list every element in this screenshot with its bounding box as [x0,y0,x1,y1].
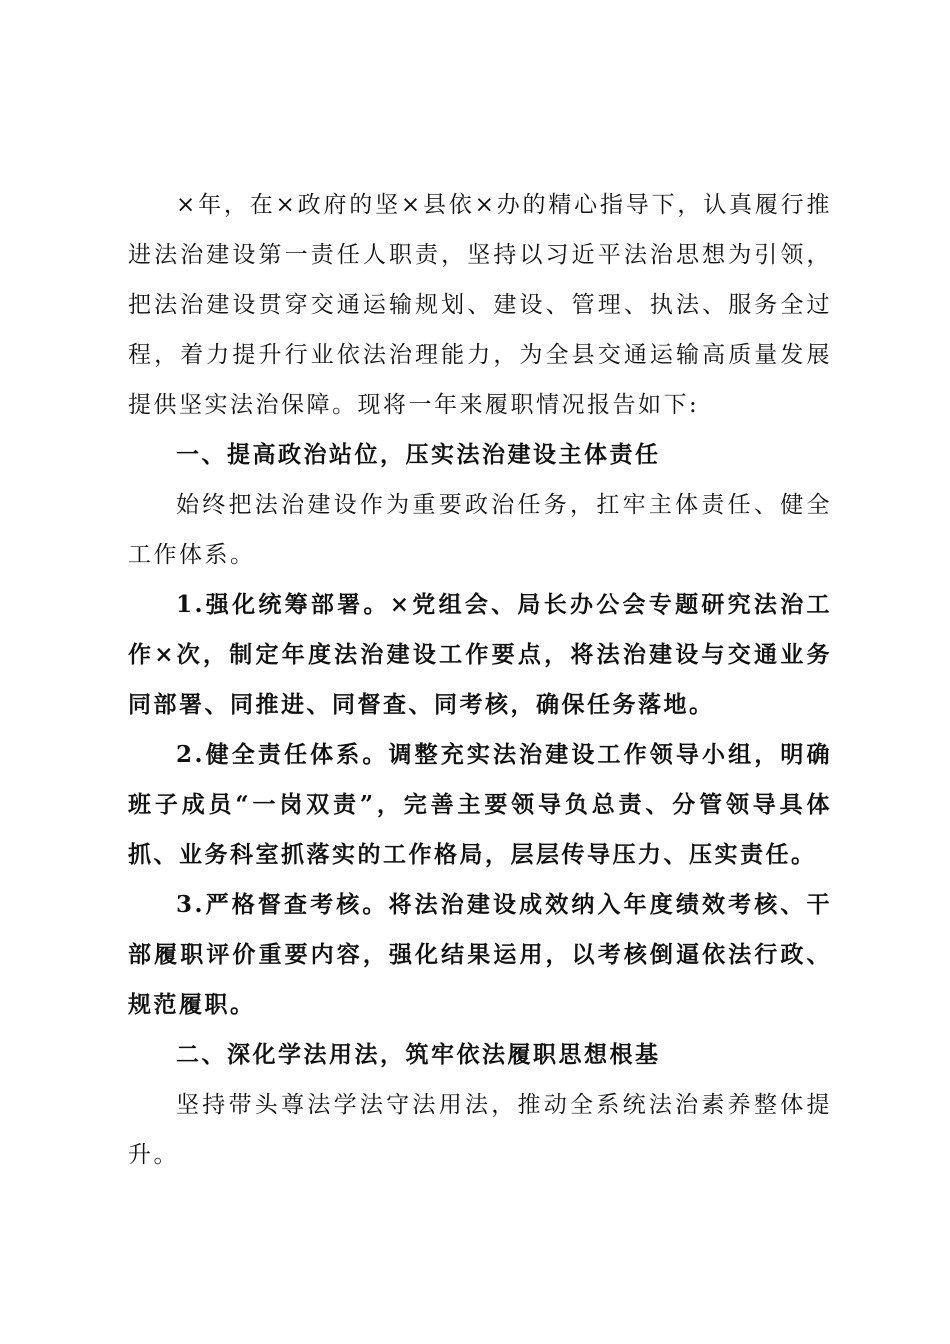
section-heading-1: 一、提高政治站位，压实法治建设主体责任 [176,442,661,468]
section-1-intro: 始终把法治建设作为重要政治任务，扛牢主体责任、健全工作体系。 [128,492,832,568]
intro-paragraph: ×年，在×政府的坚×县依×办的精心指导下，认真履行推进法治建设第一责任人职责，坚持以习近平法治思想为引领，把法治建设贯穿交通运输规划、建设、管理、执法、服务全过程，着力提升行业依法治理能力，为全县交通运输高质量发展提供坚实法治保障。现将一年来履职情况报告如下: [128,192,832,418]
document-body [128,180,832,1180]
section-1-item-1: 1.强化统筹部署。×党组会、局长办公会专题研究法治工作×次，制定年度法治建设工作要点，将法治建设与交通业务同部署、同推进、同督查、同考核，确保任务落地。 [128,591,832,718]
section-2-intro: 坚持带头尊法学法守法用法，推动全系统法治素养整体提升。 [128,1092,832,1168]
section-1-item-2: 2.健全责任体系。调整充实法治建设工作领导小组，明确班子成员“一岗双责”，完善主要领导负总责、分管领导具体抓、业务科室抓落实的工作格局，层层传导压力、压实责任。 [128,741,832,868]
section-1-item-3: 3.严格督查考核。将法治建设成效纳入年度绩效考核、干部履职评价重要内容，强化结果运用，以考核倒逼依法行政、规范履职。 [128,891,832,1018]
section-heading-2: 二、深化学法用法，筑牢依法履职思想根基 [176,1042,661,1068]
